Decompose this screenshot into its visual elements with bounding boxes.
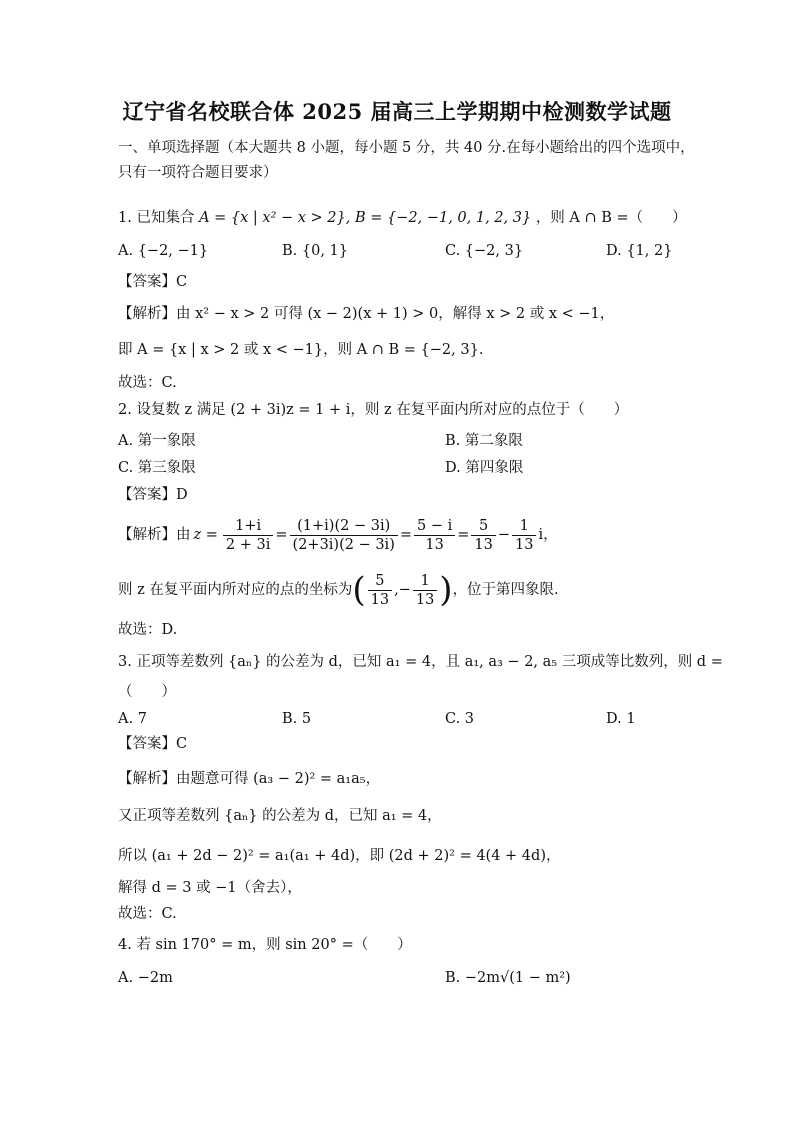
q3-analysis-line1: 【解析】由题意可得 (a₃ − 2)² = a₁a₅， bbox=[118, 771, 381, 787]
q3-analysis-line3: 所以 (a₁ + 2d − 2)² = a₁(a₁ + 4d)，即 (2d + 2)² = 4(4 + 4d)， bbox=[118, 848, 561, 864]
q2-coord-suffix: ，位于第四象限. bbox=[452, 582, 559, 598]
q4-option-b: B. −2m√(1 − m²) bbox=[445, 970, 571, 986]
q1-option-b: B. {0, 1} bbox=[282, 243, 348, 259]
q1-stem-math: A = {x | x² − x > 2}, B = {−2, −1, 0, 1, 2, 3} bbox=[199, 210, 532, 226]
q1-option-a: A. {−2, −1} bbox=[118, 243, 209, 259]
q3-analysis-line4: 解得 d = 3 或 −1（舍去）， bbox=[118, 880, 302, 896]
q1-analysis-line2: 即 A = {x | x > 2 或 x < −1}，则 A ∩ B = {−2, 3}. bbox=[118, 342, 484, 358]
q2-fraction-5-den: 13 bbox=[515, 536, 534, 553]
q2-analysis-prefix: 【解析】由 bbox=[118, 527, 191, 543]
q3-conclusion: 故选：C. bbox=[118, 906, 177, 922]
q2-coord-num-2: 1 bbox=[413, 572, 437, 591]
q2-coord-num-1: 5 bbox=[368, 572, 392, 591]
q2-fraction-2 bbox=[290, 517, 398, 554]
q2-fraction-3 bbox=[414, 517, 455, 554]
q1-conclusion: 故选：C. bbox=[118, 375, 177, 391]
q2-answer: 【答案】D bbox=[118, 487, 188, 503]
q2-fraction-2-num: (1+i)(2 − 3i) bbox=[290, 517, 398, 536]
q2-option-d: D. 第四象限 bbox=[445, 460, 524, 476]
q2-coord-frac-1 bbox=[368, 572, 392, 609]
q2-fraction-4 bbox=[471, 517, 495, 554]
q4-option-a: A. −2m bbox=[118, 970, 173, 986]
q2-analysis-line2: 则 z 在复平面内所对应的点的坐标为 ( $\frac{5}{13}$ ,− $\frac{1}{13}$ ) ，位于第四象限. bbox=[118, 570, 559, 610]
q2-fraction-1-den: 2 + 3i bbox=[225, 536, 271, 553]
q1-analysis-line1: 【解析】由 x² − x > 2 可得 (x − 2)(x + 1) > 0，解得 x > 2 或 x < −1， bbox=[118, 306, 615, 322]
q2-conclusion: 故选：D. bbox=[118, 622, 178, 638]
q2-option-c: C. 第三象限 bbox=[118, 460, 196, 476]
q2-fraction-5-num: 1 bbox=[512, 517, 536, 536]
q2-fraction-1 bbox=[223, 517, 273, 554]
q2-option-a: A. 第一象限 bbox=[118, 433, 196, 449]
q3-stem-line1: 3. 正项等差数列 {aₙ} 的公差为 d，已知 a₁ = 4，且 a₁, a₃ − 2, a₅ 三项成等比数列，则 d = bbox=[118, 654, 723, 670]
section-header-line2: 只有一项符合题目要求） bbox=[118, 165, 278, 181]
q2-fraction-1-num: 1+i bbox=[223, 517, 273, 536]
q3-option-d: D. 1 bbox=[606, 711, 636, 727]
q2-fraction-5 bbox=[512, 517, 536, 554]
q2-fraction-3-num: 5 − i bbox=[414, 517, 455, 536]
q2-coord-frac-2 bbox=[413, 572, 437, 609]
q3-option-c: C. 3 bbox=[445, 711, 475, 727]
q2-fraction-4-num: 5 bbox=[471, 517, 495, 536]
q3-option-b: B. 5 bbox=[282, 711, 312, 727]
q3-analysis-line2: 又正项等差数列 {aₙ} 的公差为 d，已知 a₁ = 4， bbox=[118, 808, 442, 824]
q2-coord-prefix: 则 z 在复平面内所对应的点的坐标为 bbox=[118, 582, 353, 598]
q2-analysis-tail: i， bbox=[538, 527, 558, 543]
q3-answer: 【答案】C bbox=[118, 736, 188, 752]
q2-coord-den-1: 13 bbox=[370, 591, 390, 608]
q1-stem-suffix: ，则 A ∩ B =（ ） bbox=[535, 210, 687, 226]
q4-stem: 4. 若 sin 170° = m，则 sin 20° =（ ） bbox=[118, 937, 412, 953]
q3-option-a: A. 7 bbox=[118, 711, 147, 727]
section-header-line1: 一、单项选择题（本大题共 8 小题，每小题 5 分，共 40 分.在每小题给出的四个选项中， bbox=[118, 140, 695, 156]
exam-title: 辽宁省名校联合体 2025 届高三上学期期中检测数学试题 bbox=[122, 99, 672, 124]
q1-stem-prefix: 1. 已知集合 bbox=[118, 210, 195, 226]
q3-stem-line2: （ ） bbox=[118, 684, 176, 700]
q2-analysis-z: z = bbox=[193, 527, 218, 543]
q2-fraction-3-den: 13 bbox=[425, 536, 444, 553]
q1-answer: 【答案】C bbox=[118, 274, 188, 290]
q2-option-b: B. 第二象限 bbox=[445, 433, 523, 449]
q2-fraction-2-den: (2+3i)(2 − 3i) bbox=[292, 536, 395, 553]
q2-coord-den-2: 13 bbox=[415, 591, 435, 608]
q2-fraction-4-den: 13 bbox=[474, 536, 493, 553]
q2-stem: 2. 设复数 z 满足 (2 + 3i)z = 1 + i，则 z 在复平面内所对应的点位于（ ） bbox=[118, 402, 629, 418]
q1-stem bbox=[118, 208, 687, 228]
q1-option-d: D. {1, 2} bbox=[606, 243, 673, 259]
q2-analysis-line1: 【解析】由 z = $\frac{1+i}{2 + 3i}$ = $\frac{(1+i)(2 - 3i)}{(2+3i)(2 - 3i)}$ = $\frac{5 - i}{13}$ = $\frac{5}{13}$ − $\frac{1}{13}$ i， bbox=[118, 517, 558, 553]
q1-option-c: C. {−2, 3} bbox=[445, 243, 524, 259]
